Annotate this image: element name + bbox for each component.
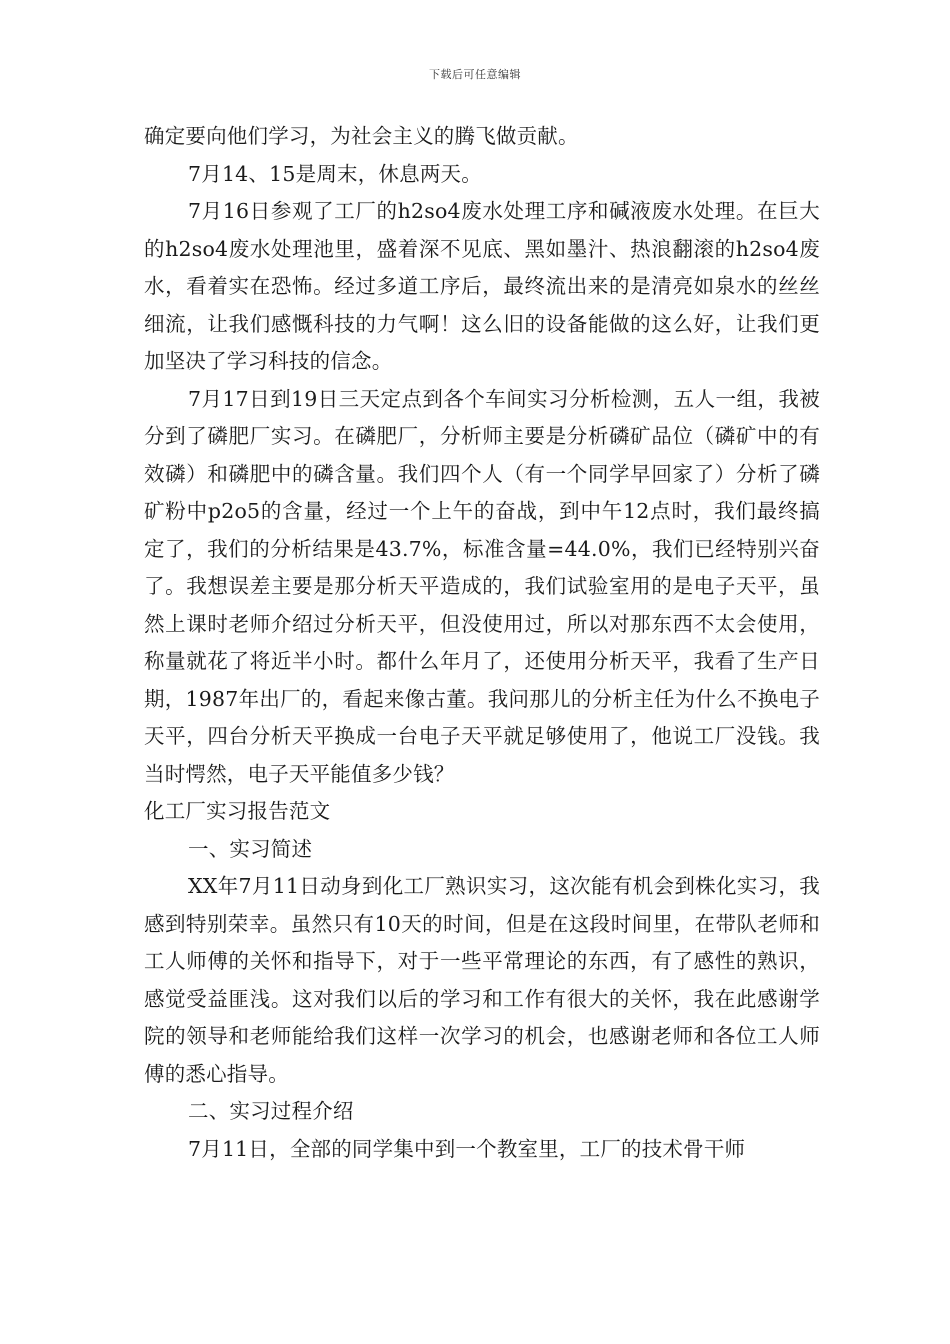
paragraph-july-17: 7月17日到19日三天定点到各个车间实习分析检测，五人一组，我被分到了磷肥厂实习。在磷肥厂，分析师主要是分析磷矿品位（磷矿中的有效磷）和磷肥中的磷含量。我们四个人（有一个同学早回家了）分析了磷矿粉中p2o5的含量，经过一个上午的奋战，到中午12点时，我们最终搞定了，我们的分析结果是43.7%，标准含量=44.0%，我们已经特别兴奋了。我想误差主要是那分析天平造成的，我们试验室用的是电子天平，虽然上课时老师介绍过分析天平，但没使用过，所以对那东西不太会使用，称量就花了将近半小时。都什么年月了，还使用分析天平，我看了生产日期，1987年出厂的，看起来像古董。我问那儿的分析主任为什么不换电子天平，四台分析天平换成一台电子天平就足够使用了，他说工厂没钱。我当时愕然，电子天平能值多少钱？ — [144, 386, 820, 786]
paragraph-overview: XX年7月11日动身到化工厂熟识实习，这次能有机会到株化实习，我感到特别荣幸。虽然只有10天的时间，但是在这段时间里，在带队老师和工人师傅的关怀和指导下，对于一些平常理论的东西，有了感性的熟识，感觉受益匪浅。这对我们以后的学习和工作有很大的关怀，我在此感谢学院的领导和老师能给我们这样一次学习的机会，也感谢老师和各位工人师傅的悉心指导。 — [144, 874, 820, 1086]
document-body — [144, 118, 820, 1168]
section-title: 化工厂实习报告范文 — [144, 799, 331, 823]
paragraph-continuation: 确定要向他们学习，为社会主义的腾飞做贡献。 — [144, 124, 579, 148]
paragraph-july-16: 7月16日参观了工厂的h2so4废水处理工序和碱液废水处理。在巨大的h2so4废水处理池里，盛着深不见底、黑如墨汁、热浪翻滚的h2so4废水，看着实在恐怖。经过多道工序后，最终流出来的是清亮如泉水的丝丝细流，让我们感慨科技的力气啊！这么旧的设备能做的这么好，让我们更加坚决了学习科技的信念。 — [144, 199, 820, 373]
page-header: 下载后可任意编辑 — [429, 68, 521, 81]
paragraph-july-11: 7月11日，全部的同学集中到一个教室里，工厂的技术骨干师 — [188, 1136, 746, 1161]
heading-overview: 一、实习简述 — [188, 836, 313, 861]
paragraph-weekend: 7月14、15是周末，休息两天。 — [188, 161, 482, 186]
heading-process: 二、实习过程介绍 — [188, 1099, 354, 1123]
